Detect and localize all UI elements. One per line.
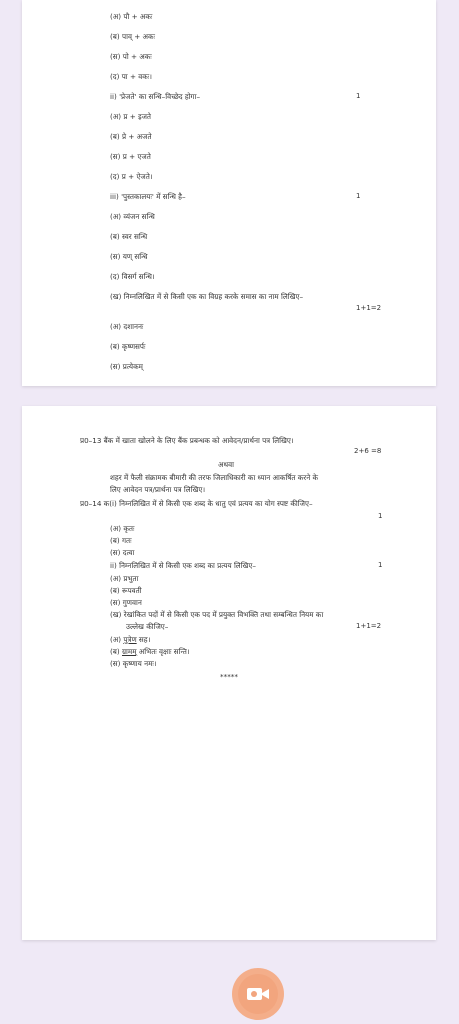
option-line [110,635,150,644]
option-prefix: (अ) [110,635,124,644]
option-line: (ब) स्वर सन्धि [110,232,148,241]
end-mark: ***** [220,672,238,681]
option-line: (स) यण् सन्धि [110,252,148,261]
option-line: (द) पा + वकः। [110,72,152,81]
question-mark: 1 [356,92,361,100]
option-prefix: (ब) [110,647,122,656]
option-line: (स) प्रत्येकम् [110,362,143,371]
question-text: प्र0–14 क(i) निम्नलिखित में से किसी एक शब्द के धातु एवं प्रत्यय का योग स्पष्ट कीजिए– [80,499,313,508]
option-line: (अ) प्र + इजते [110,112,152,121]
video-camera-icon [246,985,270,1003]
option-line: (स) प्र + एजते [110,152,151,161]
underlined-word: ग्रामम् [122,647,137,656]
option-line: (अ) प्रभुता [110,574,139,583]
option-line: (स) गुणवान [110,598,142,607]
question-mark: 1 [378,561,383,569]
option-line: (स) पो + अकः [110,52,152,61]
option-line: (अ) कृतः [110,524,135,533]
option-line: (ब) प्रे + अजते [110,132,152,141]
question-mark: 1 [378,512,383,520]
question-mark: 1 [356,192,361,200]
or-label: अथवा [218,460,234,469]
question-text: (ख) रेखांकित पदों में से किसी एक पद में प्रयुक्त विभक्ति तथा सम्बन्धित नियम का [110,610,324,619]
option-line: (ब) कृष्णसर्पः [110,342,146,351]
question-text: iii) 'पुस्तकालयः' में सन्धि है– [110,192,186,201]
option-line [110,647,190,656]
document-page-1 [22,0,436,386]
question-text: ii) 'प्रेजते' का सन्धि–विच्छेद होगा– [110,92,201,101]
document-page-2 [22,406,436,940]
option-line: (अ) व्यंजन सन्धि [110,212,155,221]
video-record-button-inner[interactable] [238,974,278,1014]
question-text: ii) निम्नलिखित में से किसी एक शब्द का प्रत्यय लिखिए– [110,561,256,570]
paragraph-line: शहर में फैली संक्रामक बीमारी की तरफ जिलाधिकारी का ध्यान आकर्षित करने के [110,473,319,482]
video-record-button[interactable] [232,968,284,1020]
option-line: (द) प्र + ऐजते। [110,172,153,181]
underlined-word: पुत्रेण [123,635,137,644]
option-suffix: अभितः वृक्षाः सन्ति। [136,647,190,656]
question-mark: 1+1=2 [356,622,382,630]
option-line: (ब) गतः [110,536,132,545]
option-line: (स) दत्वा [110,548,135,557]
paragraph-line: लिए आवेदन पत्र/प्रार्थना पत्र लिखिए। [110,485,206,494]
option-line: (अ) पौ + अकः [110,12,153,21]
question-mark: 1+1=2 [356,304,382,312]
option-line: (ब) रूपवती [110,586,142,595]
question-text: उल्लेख कीजिए– [126,622,169,631]
option-line: (स) कृष्णाय नमः। [110,659,157,668]
option-suffix: सह। [136,635,151,644]
question-text: प्र0–13 बैंक में खाता खोलने के लिए बैंक प्रबन्धक को आवेदन/प्रार्थना पत्र लिखिए। [80,436,294,445]
question-text: (ख) निम्नलिखित में से किसी एक का विग्रह करके समास का नाम लिखिए– [110,292,304,301]
option-line: (अ) दशाननः [110,322,144,331]
option-line: (द) विसर्ग सन्धि। [110,272,155,281]
option-line: (ब) पाव् + अकः [110,32,155,41]
question-mark: 2+6 =8 [354,447,382,455]
